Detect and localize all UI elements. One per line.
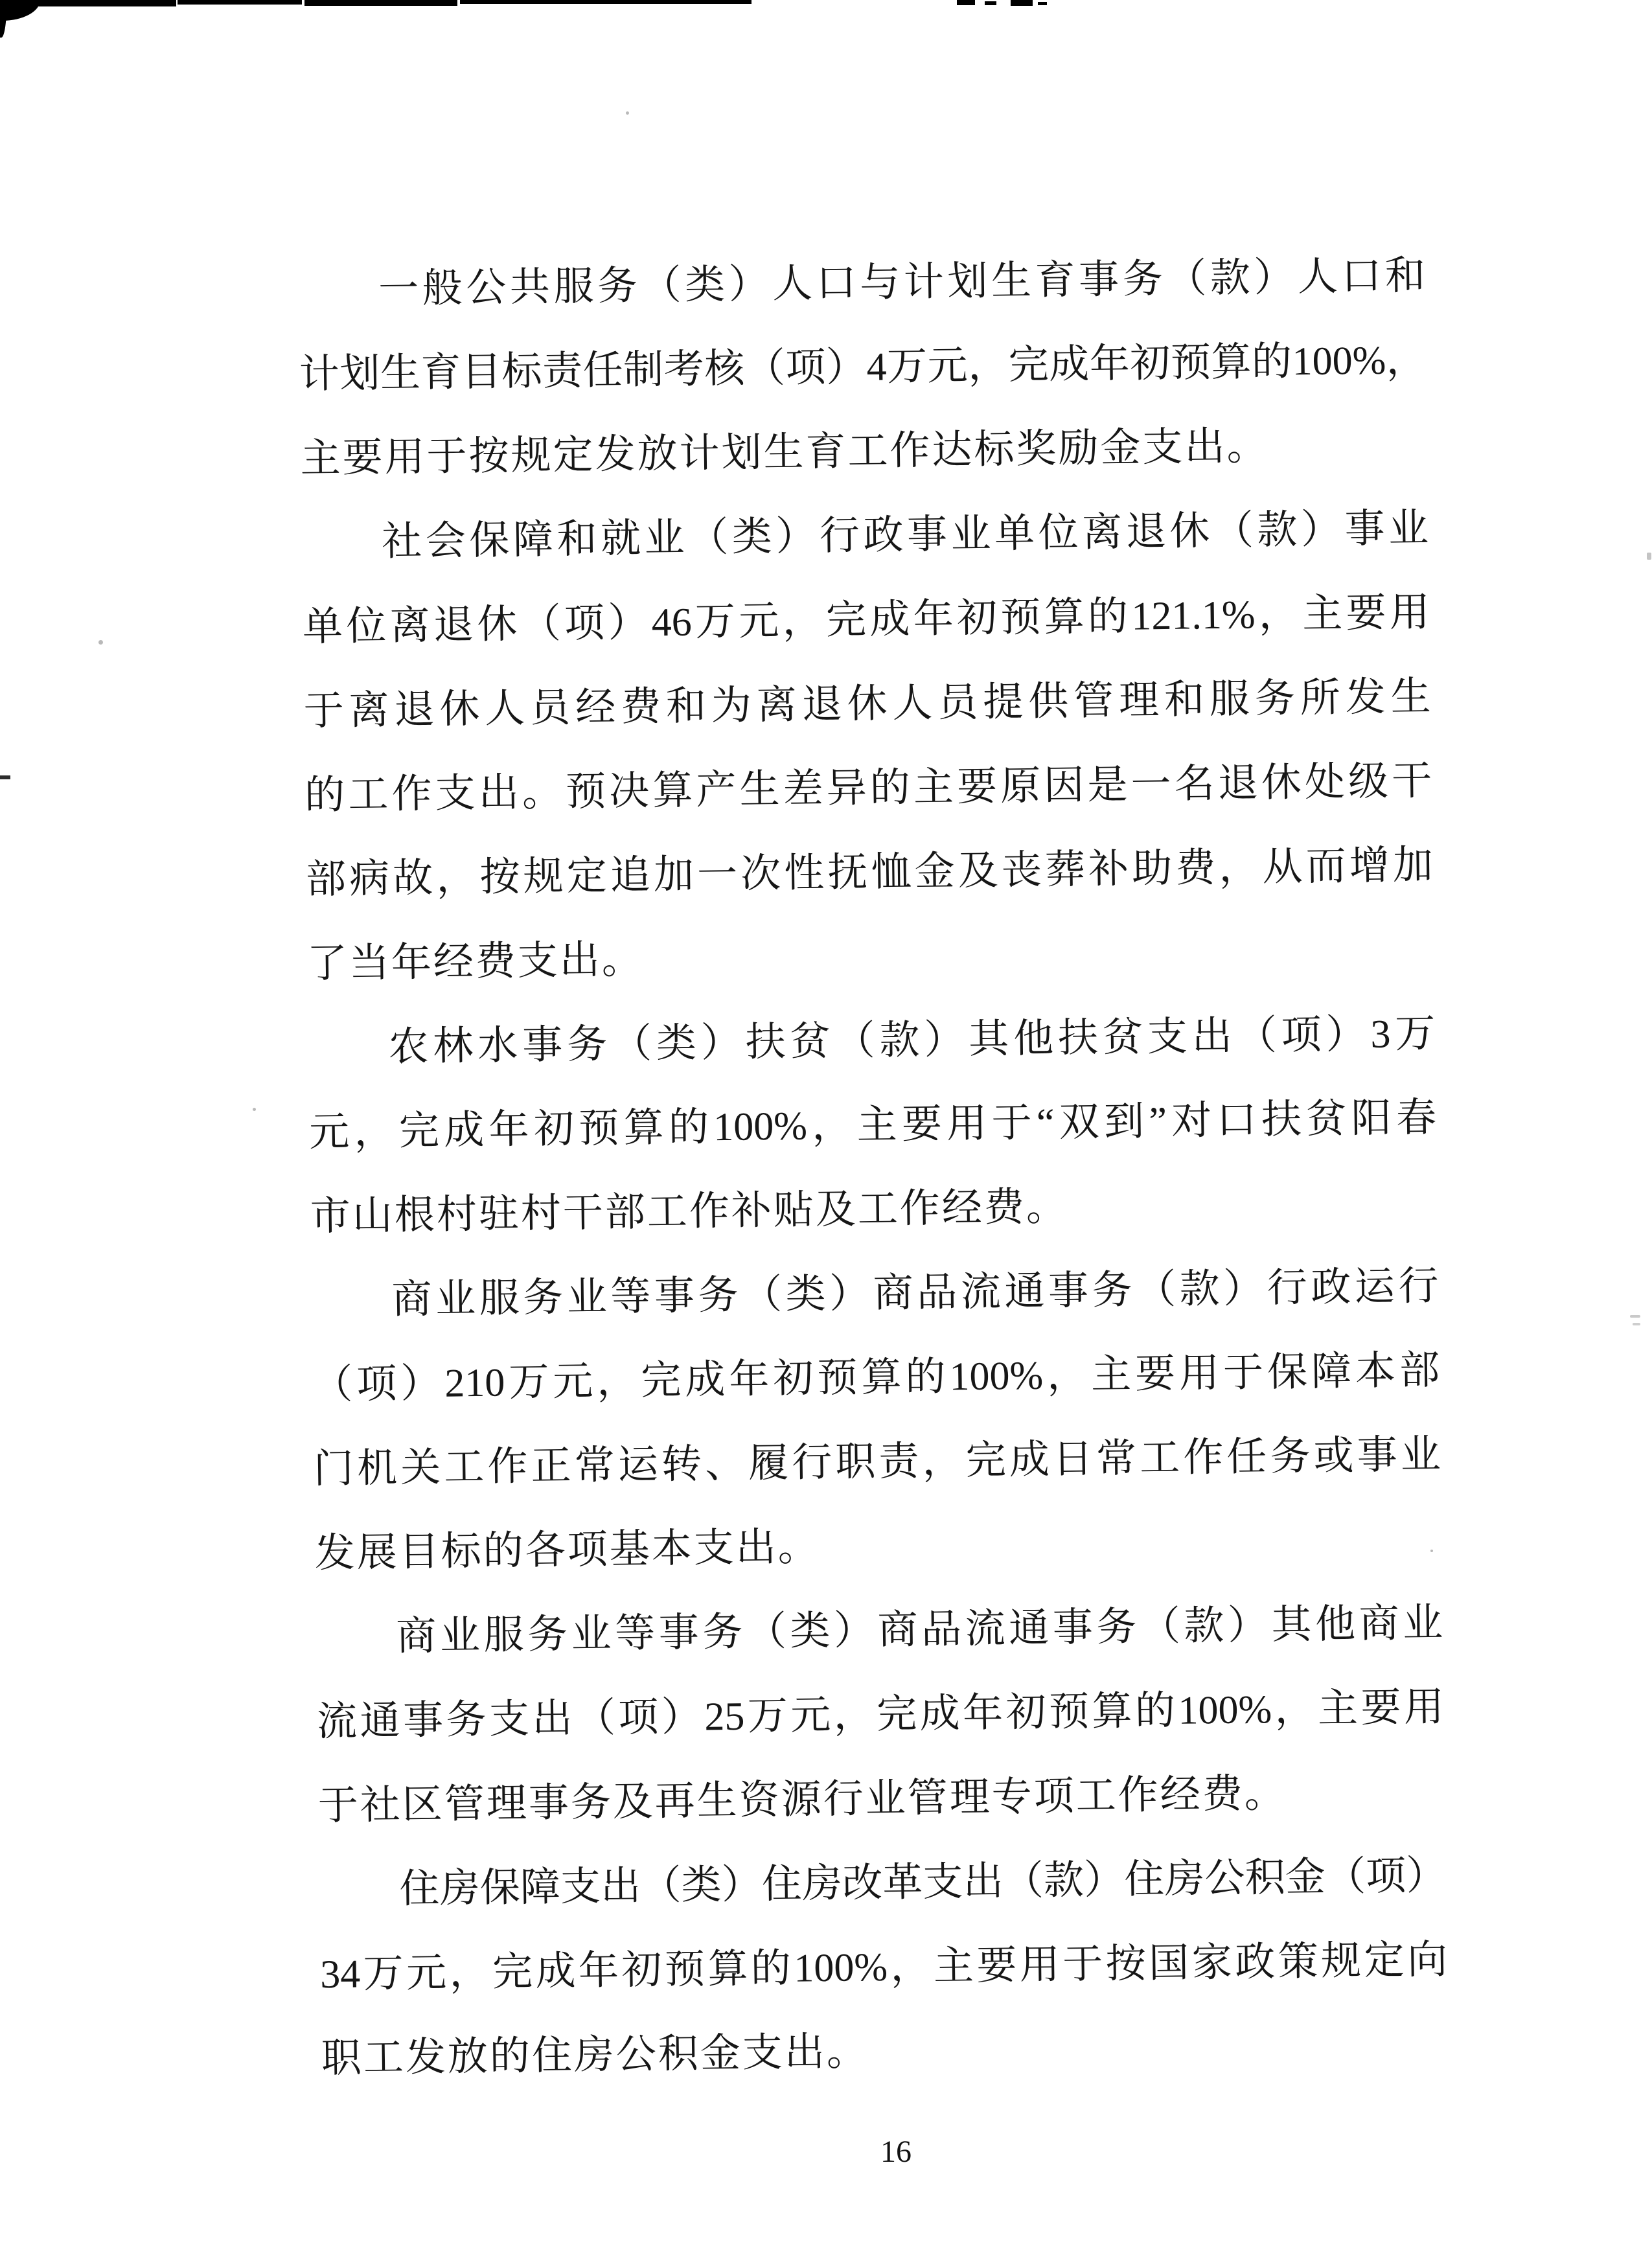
- text-line: 于社区管理事务及再生资源行业管理专项工作经费。: [317, 1771, 1287, 1829]
- scan-speck: [1630, 1315, 1640, 1318]
- text-line: 发展目标的各项基本支出。: [314, 1525, 821, 1576]
- scan-top-edge-artifact: [0, 0, 176, 6]
- text-line: 门机关工作正常运转、履行职责，完成日常工作任务或事业: [313, 1432, 1441, 1492]
- scan-top-edge-artifact: [460, 0, 751, 4]
- document-text: [297, 234, 1449, 2102]
- text-line: 主要用于按规定发放计划生育工作达标奖励金支出。: [300, 424, 1269, 481]
- text-line: 计划生育目标责任制考核（项）4万元，完成年初预算的100%，: [299, 338, 1427, 397]
- text-line: 单位离退休（项）46万元，完成年初预算的121.1%，主要用: [302, 590, 1430, 650]
- scan-speck: [985, 1, 996, 5]
- text-line: 流通事务支出（项）25万元，完成年初预算的100%，主要用: [316, 1685, 1445, 1745]
- text-line: （项）210万元，完成年初预算的100%，主要用于保障本部: [312, 1348, 1440, 1408]
- scan-speck: [1011, 0, 1033, 6]
- scan-top-edge-artifact: [178, 0, 302, 5]
- scan-speck: [957, 0, 975, 5]
- text-line: 元，完成年初预算的100%，主要用于“双到”对口扶贫阳春: [308, 1095, 1437, 1155]
- text-line: 职工发放的住房公积金支出。: [321, 2030, 869, 2081]
- scan-speck: [0, 775, 10, 779]
- scan-speck: [1633, 1323, 1640, 1325]
- scan-speck: [253, 1108, 256, 1111]
- text-line: 农林水事务（类）扶贫（款）其他扶贫支出（项）3万: [388, 1011, 1436, 1070]
- text-line: 一般公共服务（类）人口与计划生育事务（款）人口和: [378, 253, 1426, 312]
- text-line: 的工作支出。预决算产生差异的主要原因是一名退休处级干: [304, 759, 1432, 818]
- text-line: 部病故，按规定追加一次性抚恤金及丧葬补助费，从而增加: [305, 843, 1434, 902]
- scan-speck: [1647, 553, 1651, 560]
- text-line: 34万元，完成年初预算的100%，主要用于按国家政策规定向: [319, 1938, 1448, 1997]
- scan-speck: [626, 111, 629, 115]
- text-line: 于离退休人员经费和为离退休人员提供管理和服务所发生: [303, 674, 1432, 734]
- scan-speck: [98, 640, 103, 645]
- text-line: 商业服务业等事务（类）商品流通事务（款）行政运行: [391, 1264, 1439, 1322]
- text-line: 住房保障支出（类）住房改革支出（款）住房公积金（项）: [399, 1853, 1447, 1912]
- scan-top-edge-artifact: [304, 0, 457, 6]
- text-line: 商业服务业等事务（类）商品流通事务（款）其他商业: [395, 1601, 1443, 1659]
- page-number: 16: [880, 2135, 912, 2169]
- text-line: 了当年经费支出。: [306, 937, 645, 987]
- text-line: 社会保障和就业（类）行政事业单位离退休（款）事业: [381, 506, 1429, 564]
- text-line: 市山根村驻村干部工作补贴及工作经费。: [310, 1185, 1069, 1239]
- scan-speck: [1038, 2, 1047, 5]
